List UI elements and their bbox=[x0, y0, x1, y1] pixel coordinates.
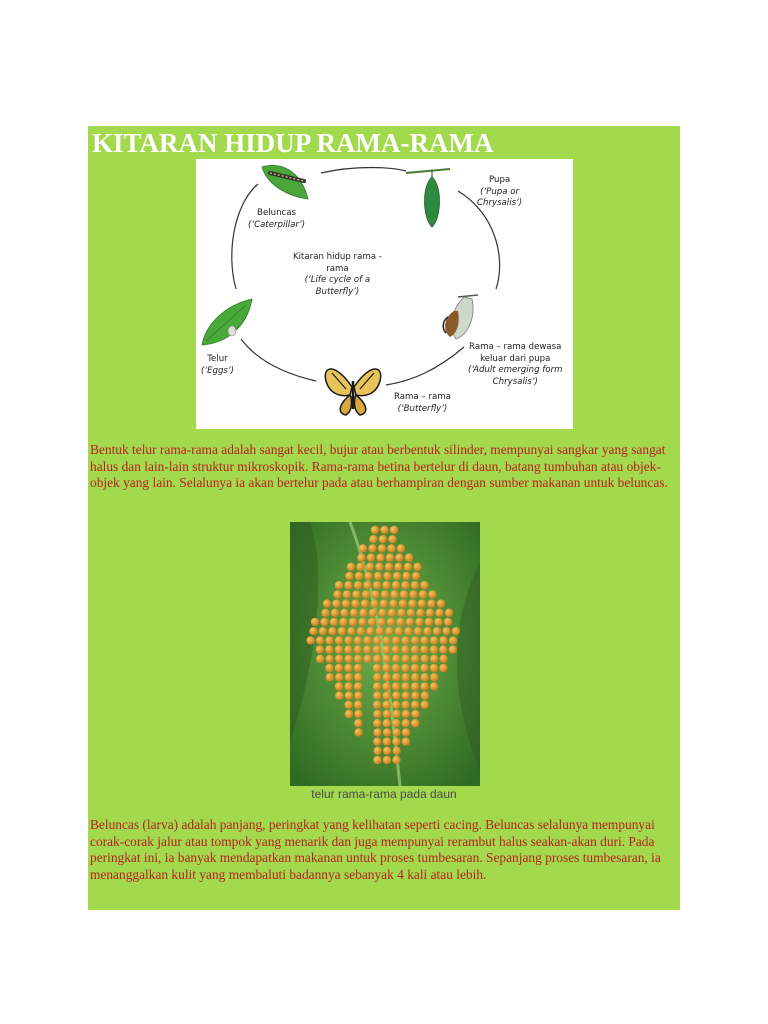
egg bbox=[430, 673, 438, 681]
egg bbox=[383, 673, 391, 681]
egg bbox=[411, 645, 419, 653]
egg bbox=[435, 609, 443, 617]
butterfly-name: Rama – rama bbox=[394, 392, 451, 402]
egg bbox=[430, 664, 438, 672]
egg bbox=[379, 535, 387, 543]
egg bbox=[406, 618, 414, 626]
egg bbox=[421, 691, 429, 699]
egg bbox=[373, 645, 381, 653]
egg bbox=[377, 618, 385, 626]
egg bbox=[394, 563, 402, 571]
egg bbox=[430, 636, 438, 644]
egg bbox=[420, 682, 428, 690]
egg bbox=[382, 664, 390, 672]
egg bbox=[350, 609, 358, 617]
egg bbox=[332, 599, 340, 607]
egg bbox=[335, 664, 343, 672]
egg bbox=[392, 691, 400, 699]
egg bbox=[428, 590, 436, 598]
egg bbox=[392, 581, 400, 589]
egg bbox=[373, 581, 381, 589]
egg bbox=[352, 590, 360, 598]
egg bbox=[373, 682, 381, 690]
egg bbox=[430, 655, 438, 663]
egg bbox=[393, 747, 401, 755]
egg bbox=[407, 609, 415, 617]
egg bbox=[347, 627, 355, 635]
egg bbox=[362, 590, 370, 598]
egg bbox=[392, 719, 400, 727]
egg bbox=[401, 581, 409, 589]
egg bbox=[414, 627, 422, 635]
egg bbox=[378, 609, 386, 617]
egg bbox=[363, 636, 371, 644]
egg bbox=[420, 636, 428, 644]
egg bbox=[402, 655, 410, 663]
egg bbox=[442, 627, 450, 635]
emerging-line-1: Rama – rama dewasa bbox=[469, 342, 562, 352]
egg bbox=[323, 599, 331, 607]
egg bbox=[311, 618, 319, 626]
egg bbox=[395, 627, 403, 635]
egg bbox=[373, 664, 381, 672]
egg bbox=[335, 645, 343, 653]
egg bbox=[392, 737, 400, 745]
pupa-english-1: (‘Pupa or bbox=[480, 186, 520, 197]
egg bbox=[409, 590, 417, 598]
emerging-adult-illustration bbox=[443, 295, 478, 339]
egg bbox=[349, 618, 357, 626]
egg bbox=[369, 609, 377, 617]
egg bbox=[326, 673, 334, 681]
egg bbox=[411, 682, 419, 690]
egg bbox=[374, 747, 382, 755]
emerging-english-2: Chrysalis’) bbox=[492, 376, 538, 387]
egg bbox=[335, 682, 343, 690]
egg bbox=[382, 581, 390, 589]
egg bbox=[368, 618, 376, 626]
caterpillar-english: (‘Caterpillar’) bbox=[248, 219, 306, 230]
egg bbox=[357, 627, 365, 635]
egg bbox=[354, 701, 362, 709]
egg bbox=[356, 563, 364, 571]
egg bbox=[319, 627, 327, 635]
egg bbox=[330, 618, 338, 626]
egg bbox=[425, 618, 433, 626]
egg bbox=[402, 737, 410, 745]
egg bbox=[411, 719, 419, 727]
egg bbox=[355, 572, 363, 580]
egg bbox=[316, 636, 324, 644]
egg bbox=[421, 655, 429, 663]
egg bbox=[364, 572, 372, 580]
egg bbox=[382, 636, 390, 644]
egg bbox=[344, 645, 352, 653]
egg bbox=[366, 563, 374, 571]
egg bbox=[401, 664, 409, 672]
egg bbox=[345, 673, 353, 681]
egg bbox=[325, 645, 333, 653]
egg bbox=[381, 590, 389, 598]
egg bbox=[345, 572, 353, 580]
egg bbox=[402, 691, 410, 699]
egg bbox=[434, 618, 442, 626]
center-line-2: rama bbox=[326, 263, 349, 274]
center-line-3: (‘Life cycle of a bbox=[304, 275, 371, 285]
egg bbox=[354, 655, 362, 663]
egg bbox=[430, 645, 438, 653]
egg bbox=[354, 728, 362, 736]
egg bbox=[347, 563, 355, 571]
egg bbox=[400, 590, 408, 598]
paragraph-eggs: Bentuk telur rama-rama adalah sangat kecil, bujur atau berbentuk silinder, mempunyai sangkar yang sangat halus dan lain-lain struktur mikroskopik. Rama-rama betina bertelur di daun, batang tumbuhan atau objek-objek yang lain. Selalunya ia akan bertelur pada atau berhampiran dengan sumber makanan untuk beluncas. bbox=[90, 442, 668, 490]
butterfly-illustration bbox=[325, 369, 380, 415]
caterpillar-name: Beluncas bbox=[257, 208, 296, 218]
egg bbox=[339, 618, 347, 626]
egg bbox=[439, 664, 447, 672]
egg bbox=[373, 655, 381, 663]
egg bbox=[306, 636, 314, 644]
egg bbox=[433, 627, 441, 635]
eggs-on-leaf-illustration bbox=[202, 299, 252, 345]
egg bbox=[383, 701, 391, 709]
egg bbox=[430, 682, 438, 690]
egg bbox=[392, 682, 400, 690]
caterpillar-illustration bbox=[262, 165, 308, 199]
egg bbox=[392, 701, 400, 709]
egg bbox=[344, 664, 352, 672]
egg bbox=[390, 590, 398, 598]
egg bbox=[402, 719, 410, 727]
egg bbox=[389, 599, 397, 607]
egg bbox=[373, 673, 381, 681]
egg bbox=[404, 627, 412, 635]
egg bbox=[439, 636, 447, 644]
egg bbox=[373, 728, 381, 736]
egg bbox=[402, 710, 410, 718]
egg bbox=[351, 599, 359, 607]
egg bbox=[331, 609, 339, 617]
egg bbox=[411, 664, 419, 672]
center-line-1: Kitaran hidup rama - bbox=[293, 252, 382, 262]
eggs-photo-image bbox=[290, 522, 480, 786]
egg bbox=[392, 655, 400, 663]
egg bbox=[363, 581, 371, 589]
egg bbox=[321, 609, 329, 617]
egg bbox=[354, 691, 362, 699]
egg bbox=[383, 572, 391, 580]
content-panel bbox=[88, 126, 680, 910]
egg bbox=[423, 627, 431, 635]
egg bbox=[380, 599, 388, 607]
egg bbox=[395, 553, 403, 561]
egg bbox=[367, 553, 375, 561]
egg bbox=[449, 645, 457, 653]
egg bbox=[411, 691, 419, 699]
egg bbox=[373, 737, 381, 745]
egg bbox=[345, 691, 353, 699]
egg bbox=[371, 590, 379, 598]
egg bbox=[383, 747, 391, 755]
egg bbox=[383, 655, 391, 663]
egg bbox=[373, 719, 381, 727]
egg bbox=[411, 701, 419, 709]
egg bbox=[452, 627, 460, 635]
egg bbox=[382, 682, 390, 690]
egg bbox=[387, 544, 395, 552]
egg bbox=[401, 682, 409, 690]
page-title: KITARAN HIDUP RAMA-RAMA bbox=[92, 128, 494, 158]
egg bbox=[370, 599, 378, 607]
egg bbox=[382, 645, 390, 653]
egg bbox=[449, 636, 457, 644]
eggs-label bbox=[201, 354, 234, 377]
egg bbox=[420, 581, 428, 589]
egg bbox=[388, 535, 396, 543]
egg bbox=[369, 535, 377, 543]
egg bbox=[402, 728, 410, 736]
pupa-name: Pupa bbox=[488, 175, 511, 185]
egg bbox=[444, 618, 452, 626]
egg bbox=[383, 728, 391, 736]
eggs-english: (‘Eggs’) bbox=[201, 365, 234, 376]
egg bbox=[359, 544, 367, 552]
center-line-4: Butterfly’) bbox=[315, 286, 360, 297]
egg bbox=[364, 655, 372, 663]
egg bbox=[387, 618, 395, 626]
egg bbox=[354, 719, 362, 727]
egg bbox=[328, 627, 336, 635]
egg bbox=[411, 581, 419, 589]
egg bbox=[373, 691, 381, 699]
egg bbox=[399, 599, 407, 607]
egg bbox=[404, 563, 412, 571]
egg bbox=[375, 563, 383, 571]
egg bbox=[392, 645, 400, 653]
egg bbox=[426, 609, 434, 617]
egg bbox=[420, 664, 428, 672]
egg bbox=[412, 572, 420, 580]
egg bbox=[373, 701, 381, 709]
egg bbox=[378, 544, 386, 552]
egg bbox=[354, 673, 362, 681]
egg bbox=[415, 618, 423, 626]
egg bbox=[437, 599, 445, 607]
egg bbox=[345, 655, 353, 663]
egg bbox=[376, 553, 384, 561]
egg bbox=[419, 590, 427, 598]
egg bbox=[439, 645, 447, 653]
egg bbox=[357, 553, 365, 561]
egg bbox=[373, 756, 381, 764]
center-label bbox=[293, 252, 382, 298]
pupa-english-2: Chrysalis’) bbox=[477, 198, 523, 208]
egg bbox=[440, 655, 448, 663]
pupa-illustration bbox=[406, 169, 450, 227]
egg bbox=[385, 627, 393, 635]
photo-caption: telur rama-rama pada daun bbox=[311, 787, 457, 801]
egg bbox=[374, 572, 382, 580]
egg bbox=[363, 645, 371, 653]
egg bbox=[392, 710, 400, 718]
egg bbox=[316, 645, 324, 653]
egg bbox=[344, 581, 352, 589]
egg bbox=[402, 701, 410, 709]
egg bbox=[344, 636, 352, 644]
egg bbox=[366, 627, 374, 635]
egg bbox=[373, 710, 381, 718]
egg bbox=[335, 673, 343, 681]
egg bbox=[392, 636, 400, 644]
pupa-label bbox=[477, 175, 522, 210]
egg bbox=[354, 645, 362, 653]
egg bbox=[383, 710, 391, 718]
egg bbox=[359, 609, 367, 617]
egg bbox=[397, 609, 405, 617]
egg bbox=[354, 636, 362, 644]
egg bbox=[401, 645, 409, 653]
egg bbox=[335, 581, 343, 589]
egg bbox=[380, 526, 388, 534]
egg bbox=[361, 599, 369, 607]
egg bbox=[388, 609, 396, 617]
emerging-label bbox=[468, 342, 562, 388]
egg bbox=[354, 682, 362, 690]
egg bbox=[386, 553, 394, 561]
egg bbox=[402, 673, 410, 681]
egg bbox=[383, 691, 391, 699]
egg bbox=[411, 636, 419, 644]
egg bbox=[325, 636, 333, 644]
egg bbox=[345, 701, 353, 709]
egg bbox=[396, 618, 404, 626]
egg bbox=[411, 655, 419, 663]
egg bbox=[340, 609, 348, 617]
egg bbox=[416, 609, 424, 617]
egg bbox=[420, 645, 428, 653]
egg bbox=[397, 544, 405, 552]
life-cycle-diagram bbox=[196, 159, 573, 429]
eggs-name: Telur bbox=[207, 354, 228, 364]
egg bbox=[342, 599, 350, 607]
egg bbox=[376, 627, 384, 635]
egg bbox=[383, 737, 391, 745]
egg bbox=[418, 599, 426, 607]
egg bbox=[354, 710, 362, 718]
egg bbox=[392, 728, 400, 736]
egg bbox=[333, 590, 341, 598]
egg bbox=[390, 526, 398, 534]
caterpillar-label bbox=[248, 208, 305, 231]
egg bbox=[411, 710, 419, 718]
egg bbox=[427, 599, 435, 607]
egg bbox=[343, 590, 351, 598]
egg bbox=[393, 572, 401, 580]
egg bbox=[392, 664, 400, 672]
eggs-photo bbox=[290, 522, 480, 786]
egg bbox=[411, 673, 419, 681]
egg bbox=[392, 756, 400, 764]
egg bbox=[383, 719, 391, 727]
egg bbox=[421, 701, 429, 709]
egg bbox=[325, 664, 333, 672]
egg bbox=[320, 618, 328, 626]
egg bbox=[405, 553, 413, 561]
egg bbox=[385, 563, 393, 571]
egg bbox=[344, 682, 352, 690]
butterfly-label bbox=[394, 392, 451, 415]
egg bbox=[326, 655, 334, 663]
egg bbox=[335, 691, 343, 699]
egg bbox=[335, 636, 343, 644]
egg bbox=[401, 636, 409, 644]
egg bbox=[335, 655, 343, 663]
paragraph-caterpillar: Beluncas (larva) adalah panjang, peringkat yang kelihatan seperti cacing. Beluncas selalunya mempunyai corak-corak jalur atau tompok yang menarik dan juga mempunyai rerambut halus seakan-akan duri. Pada peringkat ini, ia banyak mendapatkan makanan untuk proses tumbesaran. Sepanjang proses tumbesaran, ia menanggalkan kulit yang membaluti badannya sebanyak 4 kali atau lebih. bbox=[90, 817, 661, 882]
egg bbox=[371, 526, 379, 534]
egg bbox=[445, 609, 453, 617]
egg bbox=[358, 618, 366, 626]
egg bbox=[316, 655, 324, 663]
egg bbox=[354, 664, 362, 672]
butterfly-english: (‘Butterfly’) bbox=[397, 403, 448, 414]
egg bbox=[392, 673, 400, 681]
egg bbox=[345, 710, 353, 718]
egg bbox=[309, 627, 317, 635]
egg bbox=[383, 756, 391, 764]
emerging-english-1: (‘Adult emerging form bbox=[468, 365, 563, 375]
egg bbox=[338, 627, 346, 635]
egg bbox=[413, 563, 421, 571]
egg bbox=[373, 636, 381, 644]
egg bbox=[421, 673, 429, 681]
egg bbox=[368, 544, 376, 552]
egg bbox=[354, 581, 362, 589]
egg bbox=[402, 572, 410, 580]
egg bbox=[408, 599, 416, 607]
emerging-line-2: keluar dari pupa bbox=[480, 353, 551, 364]
